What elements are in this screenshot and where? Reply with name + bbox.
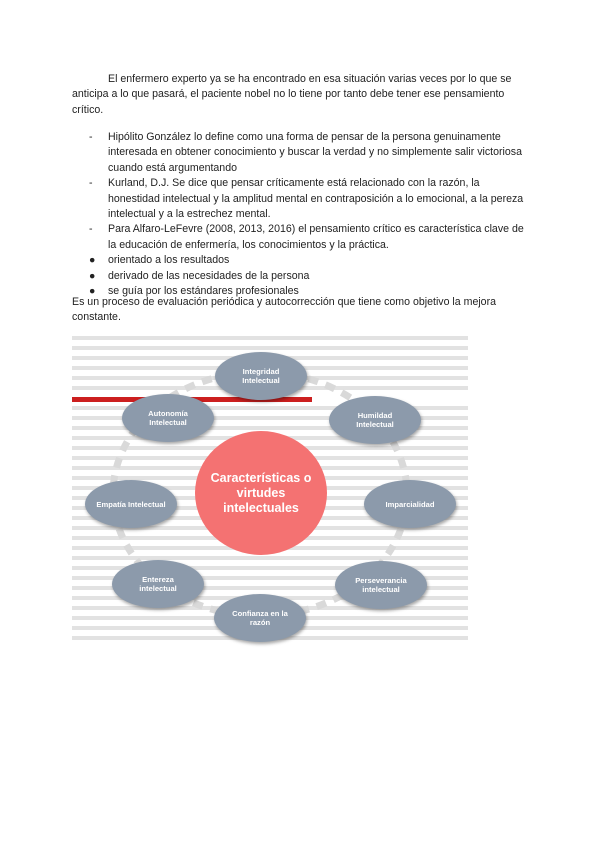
node-label: Imparcialidad <box>385 499 435 509</box>
bullet-icon: ● <box>89 285 96 298</box>
virtues-diagram <box>72 336 468 648</box>
dash-marker: - <box>89 223 93 236</box>
node-label: Humildad Intelectual <box>356 411 394 429</box>
node-integridad <box>215 352 307 400</box>
list-item <box>72 222 532 253</box>
dash-marker: - <box>89 131 93 143</box>
list-item-text: Hipólito González lo define como una forma de pensar de la persona genuinamente interesada en obtener conocimiento y buscar la verdad y no simplemente salir victoriosa cuando está argumentando <box>108 131 522 174</box>
node-label: Perseverancia intelectual <box>355 576 407 594</box>
list-item-text: Kurland, D.J. Se dice que pensar críticamente está relacionado con la razón, la honestidad intelectual y la amplitud mental en contraposición a lo emocional, a la pereza intelectual y a la estrechez mental. <box>108 177 524 221</box>
node-label: Confianza en la razón <box>232 609 288 627</box>
center-node-label: Características o virtudes intelectuales <box>210 470 312 515</box>
node-label: Empatía Intelectual <box>96 499 166 509</box>
node-label: Integridad Intelectual <box>242 367 280 385</box>
node-confianza <box>214 594 306 642</box>
list-item <box>72 253 532 268</box>
list-item <box>72 130 532 176</box>
list-item-text: orientado a los resultados <box>108 254 230 267</box>
bullet-icon: ● <box>89 269 96 282</box>
dash-marker: - <box>89 177 93 190</box>
list-item <box>72 176 532 222</box>
summary-paragraph: Es un proceso de evaluación periódica y autocorrección que tiene como objetivo la mejora constante. <box>72 296 496 324</box>
node-entereza <box>112 560 204 608</box>
node-label: Entereza intelectual <box>139 575 177 593</box>
node-humildad <box>329 396 421 444</box>
node-imparcialidad <box>364 480 456 528</box>
node-label: Autonomía Intelectual <box>148 409 188 427</box>
intro-paragraph <box>72 72 532 118</box>
definitions-list <box>72 130 532 299</box>
list-item-text: se guía por los estándares profesionales <box>108 285 299 298</box>
bullet-icon: ● <box>89 254 96 267</box>
list-item <box>72 269 532 284</box>
intro-paragraph-text: El enfermero experto ya se ha encontrado en esa situación varias veces por lo que se anticipa a lo que pasará, el paciente nobel no lo tiene por tanto debe tener ese pensamiento crítico. <box>72 73 512 116</box>
list-item-text: Para Alfaro-LeFevre (2008, 2013, 2016) el pensamiento crítico es característica clave de la educación de enfermería, los conocimientos y la práctica. <box>108 223 524 251</box>
node-autonomia <box>122 394 214 442</box>
center-node <box>195 431 327 555</box>
list-item-text: derivado de las necesidades de la persona <box>108 269 310 282</box>
node-perseverancia <box>335 561 427 609</box>
node-empatia <box>85 480 177 528</box>
